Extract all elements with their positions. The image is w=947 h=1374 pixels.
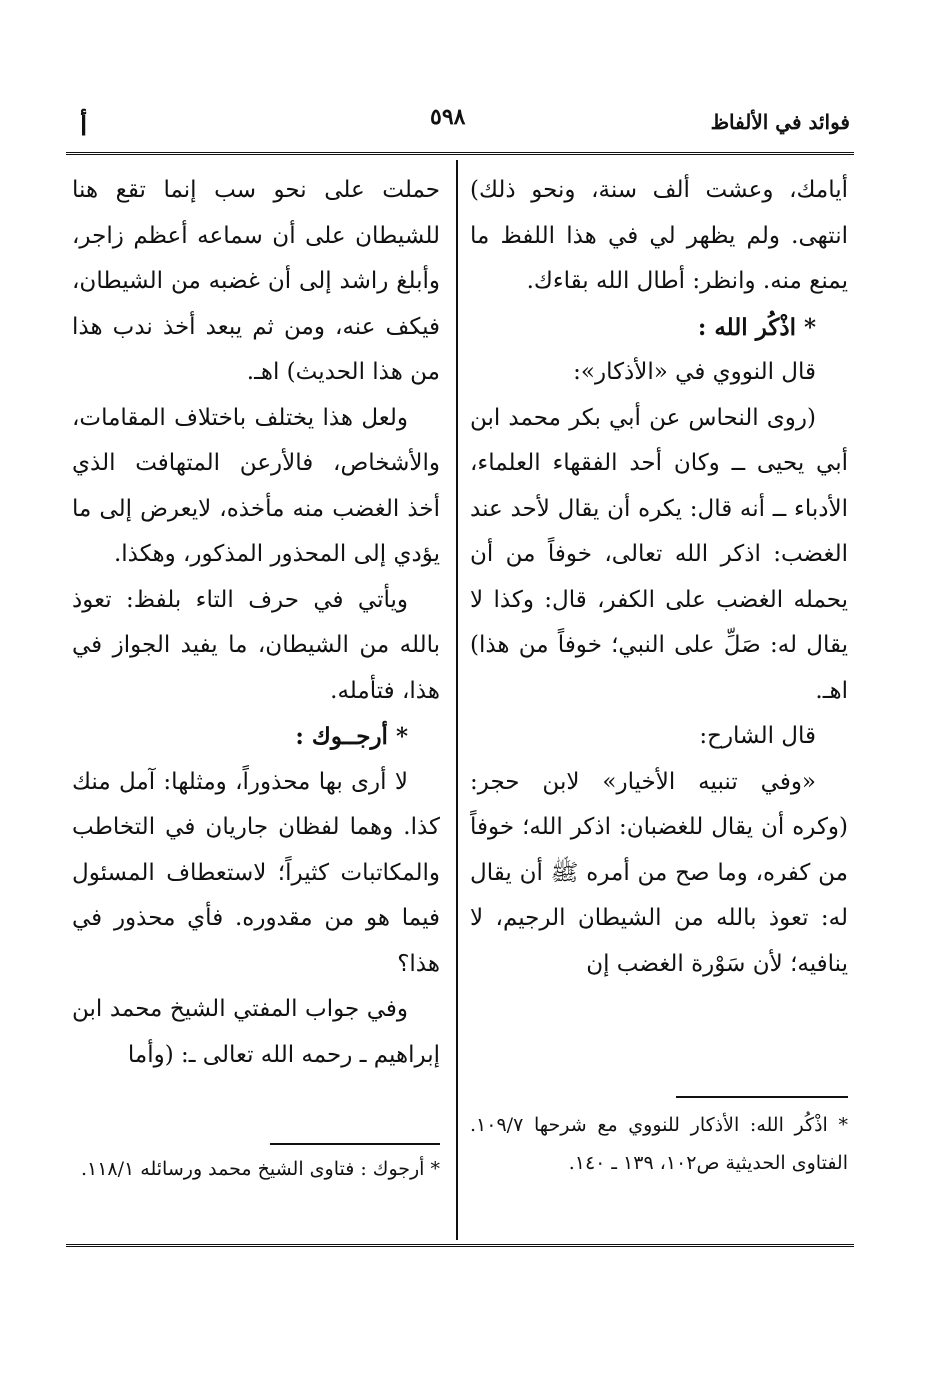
paragraph: أيامك، وعشت ألف سنة، ونحو ذلك) انتهى. ولم يظهر لي في هذا اللفظ ما يمنع منه. وانظر: أطال الله بقاءك.	[470, 177, 848, 294]
paragraph: لا أرى بها محذوراً، ومثلها: آمل منك كذا. وهما لفظان جاريان في التخاطب والمكاتبات كثيراً؛ لاستعطاف المسئول فيما هو من مقدوره. فأي محذور في هذا؟	[72, 768, 440, 977]
page-number: ٥٩٨	[430, 104, 466, 130]
running-title: فوائد في الألفاظ	[710, 110, 850, 134]
paragraph: قال النووي في «الأذكار»:	[573, 359, 816, 385]
footnote-rule	[676, 1096, 848, 1098]
entry-heading: * أرجــوك :	[295, 723, 408, 750]
header-rule	[66, 152, 854, 157]
paragraph: قال الشارح:	[699, 723, 816, 749]
footer-rule	[66, 1244, 854, 1249]
paragraph: حملت على نحو سب إنما تقع هنا للشيطان على أن سماعه أعظم زاجر، وأبلغ راشد إلى أن غضبه من الشيطان، فيكف عنه، ومن ثم يبعد أخذ ندب هذا من هذا الحديث) اهـ.	[72, 177, 440, 385]
page-header	[70, 100, 850, 140]
paragraph: ويأتي في حرف التاء بلفظ: تعوذ بالله من الشيطان، ما يفيد الجواز في هذا، فتأمله.	[72, 586, 440, 704]
page-mark: أ	[80, 112, 88, 142]
footnote: * أرجوك : فتاوى الشيخ محمد ورسائله ١١٨/١.	[80, 1158, 440, 1180]
paragraph: ولعل هذا يختلف باختلاف المقامات، والأشخاص، فالأرعن المتهافت الذي أخذ الغضب منه مأخذه، لايعرض إلى ما يؤدي إلى المحذور المذكور، وهكذا.	[72, 404, 440, 567]
entry-heading: * اذْكُر الله :	[697, 313, 816, 341]
left-column	[72, 168, 440, 1078]
column-divider	[456, 160, 458, 1240]
footnote: * اذْكُر الله: الأذكار للنووي مع شرحها ١٠٩/٧. الفتاوى الحديثية ص١٠٢، ١٣٩ ـ ١٤٠.	[470, 1114, 848, 1174]
footnote-rule	[270, 1143, 440, 1145]
paragraph: (روى النحاس عن أبي بكر محمد ابن أبي يحيى ــ وكان أحد الفقهاء العلماء، الأدباء ــ أنه قال: يكره أن يقال لأحد عند الغضب: اذكر الله تعالى، خوفاً من أن يحمله الغضب على الكفر، قال: وكذا لا يقال له: صَلِّ على النبي؛ خوفاً من هذا) اهـ.	[470, 404, 848, 704]
right-column	[470, 168, 848, 987]
paragraph: وفي جواب المفتي الشيخ محمد ابن إبراهيم ـ رحمه الله تعالى ـ: (وأما	[72, 996, 440, 1068]
paragraph: «وفي تنبيه الأخيار» لابن حجر: (وكره أن يقال للغضبان: اذكر الله؛ خوفاً من كفره، وما صح من أمره ﷺ أن يقال له: تعوذ بالله من الشيطان الرجيم، لا ينافيه؛ لأن سَوْرة الغضب إن	[470, 768, 848, 977]
